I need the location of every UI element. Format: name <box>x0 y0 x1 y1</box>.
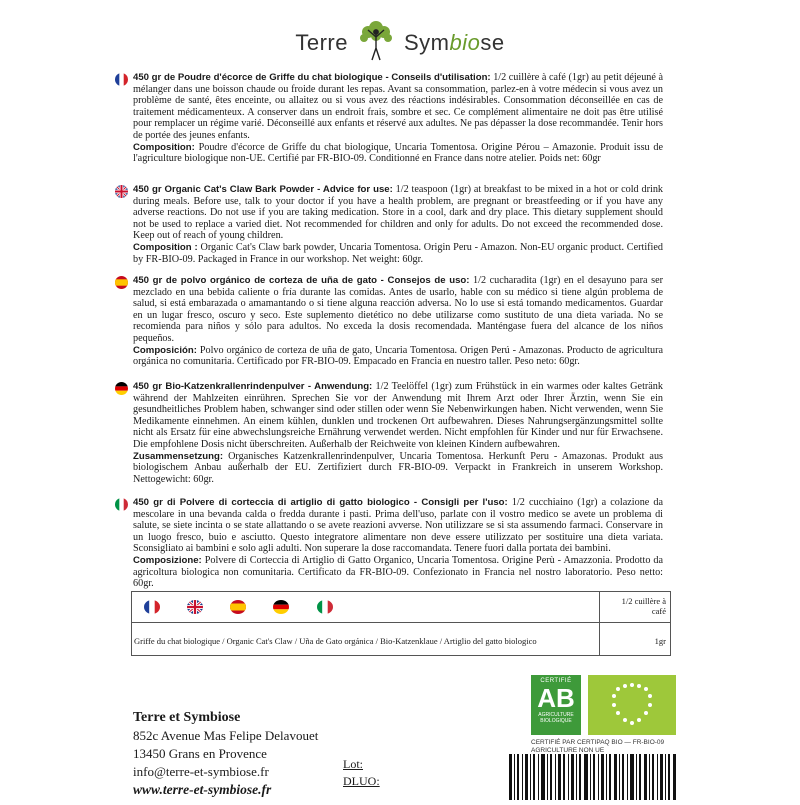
flag-germany-icon <box>115 382 128 395</box>
flag-spain-icon <box>115 276 128 289</box>
flag-france-icon <box>115 73 128 86</box>
composition-text: Organic Cat's Claw bark powder, Uncaria Tomentosa. Origin Peru - Amazon. Non-EU organic product. Certified by FR-BIO-09. Packaged in France in our workshop. Net weight: 60gr. <box>133 241 664 265</box>
composition-label: Composizione: <box>133 554 202 566</box>
flags-row <box>144 600 358 614</box>
section-body: 1/2 Teelöffel (1gr) zum Frühstück in ein warmes oder kaltes Getränk während der Mahlzeiten einrühren. Sprechen Sie vor der Anwendung mit Ihrem Arzt oder Ihrer Ärztin, wenn Sie ein gesundheitliches Problem haben, schwanger sind oder stillen oder wenn Sie Nebenwirkungen haben. Nicht verwenden, wenn Sie Medikamente einnehmen. An einem kühlen, dunklen und trockenen Ort aufbewahren. Dieses Nahrungsergänzungsmittel sollte nicht als Ersatz für eine abwechslungsreiche Ernährung verwendet werden. Nicht empfohlen für Kinder und nur für Erwachsene. Die empfohlene Dosis nicht überschreiten. Außerhalb der Reichweite von kleinen Kindern aufbewahren. <box>133 381 663 450</box>
address-line-1: 852c Avenue Mas Felipe Delavouet <box>133 728 319 743</box>
dosage-table <box>131 591 671 656</box>
dluo-label: DLUO: <box>343 774 380 788</box>
email[interactable]: info@terre-et-symbiose.fr <box>133 764 269 779</box>
composition-label: Composition : <box>133 241 198 253</box>
section-title: 450 gr de polvo orgánico de corteza de uña de gato - Consejos de uso: <box>133 275 470 286</box>
eu-organic-leaf-icon <box>588 675 676 735</box>
table-row <box>132 622 670 655</box>
caption-line-2: AGRICULTURE NON UE <box>531 747 605 754</box>
section-title: 450 gr Organic Cat's Claw Bark Powder - Advice for use: <box>133 184 393 195</box>
flag-italy-icon <box>115 498 128 511</box>
dose-value: 1gr <box>654 636 666 646</box>
ab-agri: AGRICULTURE BIOLOGIQUE <box>538 712 574 724</box>
dose-header: 1/2 cuillère à café <box>621 596 666 616</box>
flag-uk-icon <box>115 185 128 198</box>
table-row <box>132 592 670 623</box>
website-link[interactable]: www.terre-et-symbiose.fr <box>133 782 272 797</box>
flag-spain-icon <box>230 600 246 614</box>
section-title: 450 gr Bio-Katzenkrallenrindenpulver - Anwendung: <box>133 381 373 392</box>
product-names: Griffe du chat biologique / Organic Cat's Claw / Uña de Gato orgánica / Bio-Katzenklaue / Artiglio del gatto biologico <box>134 636 537 646</box>
ab-certifie: CERTIFIÉ <box>540 678 572 684</box>
address-line-2: 13450 Grans en Provence <box>133 746 267 761</box>
ab-logo <box>531 675 581 735</box>
section-italian <box>133 497 663 590</box>
composition-text: Polvo orgánico de corteza de uña de gato, Uncaria Tomentosa. Origen Perú - Amazonas. Producto de agricultura orgánica no comunitaria. Certificado por FR-BIO-09. Empacado en Francia en nuestro taller. Peso neto: 60gr. <box>133 344 663 368</box>
tree-yoga-logo-icon <box>356 18 396 67</box>
section-body: 1/2 teaspoon (1gr) at breakfast to be mixed in a hot or cold drink during meals. Before use, talk to your doctor if you have a health problem, are pregnant or breastfeeding or if you have any adverse reactions. Do not use if you are taking medication. Store in a cool, dark and dry place. This dietary supplement should not be used to replace a varied diet. Not recommended for children and only for adults. Do not exceed the recommended dose. Keep out of reach of young children. <box>133 184 664 242</box>
company-name: Terre et Symbiose <box>133 710 241 725</box>
flag-italy-icon <box>317 600 333 614</box>
table-divider <box>599 592 600 655</box>
composition-text: Organisches Katzenkrallenrindenpulver, Uncaria Tomentosa. Herkunft Peru - Amazonas. Produkt aus biologischem Anbau außerhalb der EU. Zertifiziert durch FR-BIO-09. Verpackt in Frankreich in unserem Workshop. Nettogewicht: 60gr. <box>133 450 663 485</box>
brand-name-left: Terre <box>295 29 348 55</box>
composition-label: Composition: <box>133 141 195 153</box>
flag-france-icon <box>144 600 160 614</box>
section-body: 1/2 cuillère à café (1gr) au petit déjeuné à mélanger dans une boisson chaude ou froide durant les repas. Avant sa consommation, parlez-en à votre médecin si vous avez un problème de santé, êtes enceinte, ou allaitez ou si vous avez des réactions indésirables. Consommation déconseillée en cas de traitement médicamenteux. A conserver dans un endroit frais, sombre et sec. Ce complément alimentaire ne doit pas être utilisé pour remplacer un régime varié. Déconseillé aux enfants et réservé aux adultes. Ne pas dépasser la dose recommandée. Tenir hors de portée des jeunes enfants. <box>133 72 664 141</box>
flag-germany-icon <box>273 600 289 614</box>
composition-text: Poudre d'écorce de Griffe du chat biologique, Uncaria Tomentosa. Origine Pérou – Amazonie. Produit issu de l'agriculture biologique non-UE. Certifié par FR-BIO-09. Conditionné en France dans notre atelier. Poids net: 60gr <box>133 141 663 165</box>
lot-label: Lot: <box>343 757 363 771</box>
flag-uk-icon <box>187 600 203 614</box>
section-spanish <box>133 275 663 368</box>
composition-label: Zusammensetzung: <box>133 450 224 462</box>
section-german <box>133 381 663 485</box>
brand-logo <box>0 18 800 66</box>
section-english <box>133 184 663 265</box>
caption-line-1: CERTIFIÉ PAR CERTIPAQ BIO — FR-BIO-09 <box>531 739 665 746</box>
section-body: 1/2 cucchiaino (1gr) a colazione da mescolare in una bevanda calda o fredda durante i pasti. Prima dell'uso, parlate con il vostro medico se avete un problema di salute, se siete incinta o se state allattando o se avete reazioni avverse. Non utilizzare se si sta assumendo farmaci. Conservare in un luogo fresco, buio e asciutto. Questo integratore alimentare non deve essere utilizzato per sostituire una dieta variata. Sconsigliato ai bambini e solo agli adulti. Non superare la dose raccomandata. Tenere fuori dalla portata dei bambini. <box>133 497 664 555</box>
composition-text: Polvere di Corteccia di Artiglio di Gatto Organico, Uncaria Tomentosa. Origine Perù - Amazzonia. Prodotto da agricoltura biologica non comunitaria. Certificato da FR-BIO-09. Confezionato in Francia nel nostro laboratorio. Peso netto: 60gr. <box>133 554 663 590</box>
certification-caption <box>531 739 664 755</box>
lot-info <box>343 756 380 790</box>
section-title: 450 gr de Poudre d'écorce de Griffe du chat biologique - Conseils d'utilisation: <box>133 72 491 83</box>
ab-letters: AB <box>537 683 575 713</box>
section-title: 450 gr di Polvere di corteccia di artiglio di gatto biologico - Consigli per l'uso: <box>133 497 508 508</box>
brand-name-right: Symbiose <box>404 29 505 55</box>
company-footer <box>133 709 318 799</box>
composition-label: Composición: <box>133 344 197 356</box>
section-french <box>133 72 663 165</box>
barcode-icon <box>509 754 679 800</box>
section-body: 1/2 cucharadita (1gr) en el desayuno para ser mezclado en una bebida caliente o fría durante las comidas. Antes de usarlo, hable con su médico si tiene algún problema de salud, si está embarazada o amamantando o si tiene alguna reacción adversa. No lo use si está tomando medicamentos. Guardar en un lugar fresco, oscuro y seco. Este suplemento dietético no debe utilizarse como sustituto de una dieta variada. No se recomienda para niños y sólo para adultos. No exceda la dosis recomendada. Manténgase fuera del alcance de los niños pequeños. <box>133 275 663 344</box>
